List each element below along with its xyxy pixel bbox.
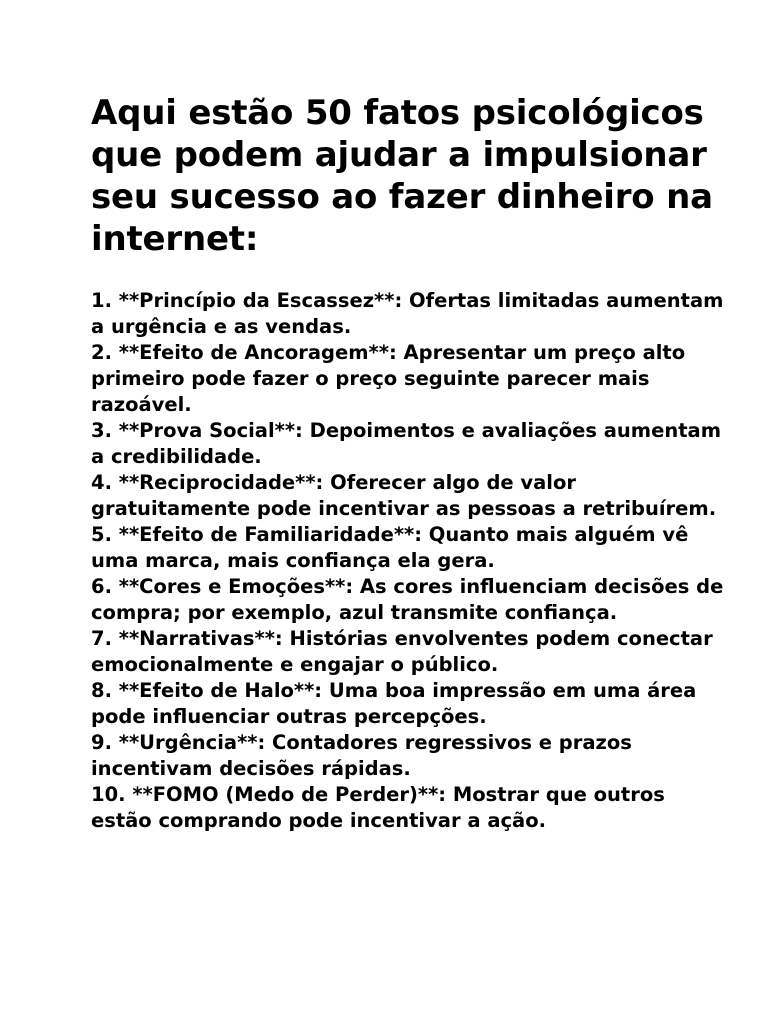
fact-item-9: 9. **Urgência**: Contadores regressivos e prazos incentivam decisões rápidas. — [91, 731, 632, 780]
fact-item-5: 5. **Efeito de Familiaridade**: Quanto mais alguém vê uma marca, mais confiança ela gera. — [91, 523, 689, 572]
document-title: Aqui estão 50 fatos psicológicos que podem ajudar a impulsionar seu sucesso ao fazer dinheiro na internet: — [91, 93, 713, 259]
fact-item-4: 4. **Reciprocidade**: Oferecer algo de valor gratuitamente pode incentivar as pessoas a retribuírem. — [91, 471, 717, 520]
fact-item-10: 10. **FOMO (Medo de Perder)**: Mostrar que outros estão comprando pode incentivar a ação. — [91, 783, 665, 832]
fact-item-3: 3. **Prova Social**: Depoimentos e avaliações aumentam a credibilidade. — [91, 419, 722, 468]
fact-list — [91, 288, 731, 834]
document-page — [91, 92, 731, 834]
fact-item-6: 6. **Cores e Emoções**: As cores influenciam decisões de compra; por exemplo, azul transmite confiança. — [91, 575, 724, 624]
fact-item-7: 7. **Narrativas**: Histórias envolventes podem conectar emocionalmente e engajar o público. — [91, 627, 713, 676]
fact-item-2: 2. **Efeito de Ancoragem**: Apresentar um preço alto primeiro pode fazer o preço seguinte parecer mais razoável. — [91, 341, 686, 416]
fact-item-8: 8. **Efeito de Halo**: Uma boa impressão em uma área pode influenciar outras percepções. — [91, 679, 697, 728]
fact-item-1: 1. **Princípio da Escassez**: Ofertas limitadas aumentam a urgência e as vendas. — [91, 289, 724, 338]
